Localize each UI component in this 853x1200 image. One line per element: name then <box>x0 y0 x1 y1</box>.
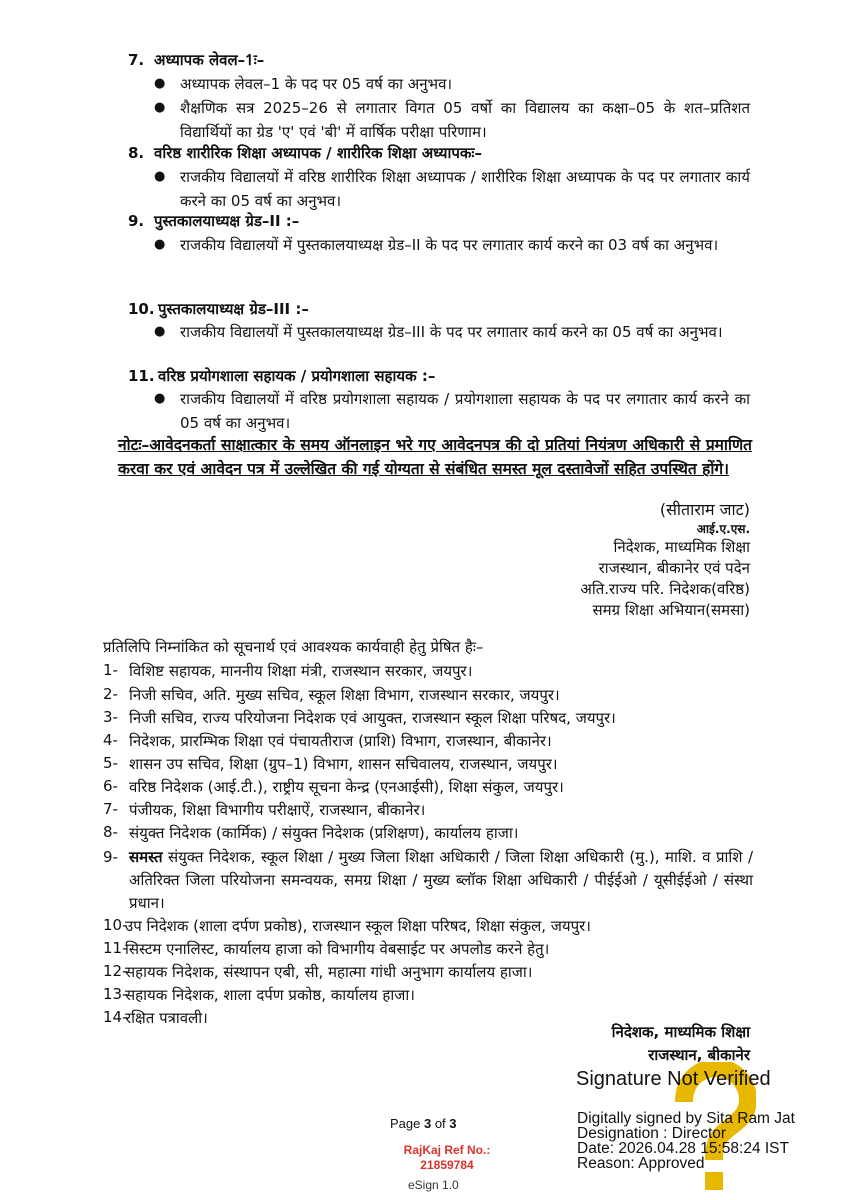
section-number: 7. <box>128 51 145 69</box>
footer-signatory-line: निदेशक, माध्यमिक शिक्षा <box>611 1023 750 1041</box>
section-number: 9. <box>128 212 145 230</box>
signature-status: Signature Not Verified <box>576 1068 771 1090</box>
note-paragraph: नोटः–आवेदनकर्ता साक्षात्कार के समय ऑनलाइन भरे गए आवेदनपत्र की दो प्रतियां नियंत्रण अधिकारी से प्रमाणित करवा कर एवं आवेदन पत्र में उल्लेखित की गई योग्यता से संबंधित समस्त मूल दस्तावेजों सहित उपस्थित होंगे। <box>118 436 752 478</box>
section-10-title <box>128 299 309 319</box>
list-item: 13- सहायक निदेशक, शाला दर्पण प्रकोष्ठ, कार्यालय हाजा। <box>103 985 415 1004</box>
digital-sign-line: Date: 2026.04.28 15:58:24 IST <box>577 1140 789 1157</box>
copy-to-intro: प्रतिलिपि निम्नांकित को सूचनार्थ एवं आवश्यक कार्यवाही हेतु प्रेषित हैः– <box>103 638 484 656</box>
bullet-icon: ● <box>154 100 166 115</box>
esign-version: eSign 1.0 <box>408 1178 459 1192</box>
list-item: 4- निदेशक, प्रारम्भिक शिक्षा एवं पंचायतीराज (प्राशि) विभाग, राजस्थान, बीकानेर। <box>103 731 552 750</box>
section-8-title <box>128 143 482 163</box>
list-item: 5- शासन उप सचिव, शिक्षा (ग्रुप–1) विभाग, शासन सचिवालय, राजस्थान, जयपुर। <box>103 754 558 773</box>
bullet-icon: ● <box>154 76 166 91</box>
emphasis-text: समस्त <box>129 848 163 866</box>
list-item: 2- निजी सचिव, अति. मुख्य सचिव, स्कूल शिक्षा विभाग, राजस्थान सरकार, जयपुर। <box>103 685 560 704</box>
footer-signatory-line: राजस्थान, बीकानेर <box>648 1046 750 1064</box>
digital-sign-line: Digitally signed by Sita Ram Jat <box>577 1110 795 1127</box>
list-item: 8- संयुक्त निदेशक (कार्मिक) / संयुक्त निदेशक (प्रशिक्षण), कार्यालय हाजा। <box>103 823 519 842</box>
section-heading: अध्यापक लेवल–1ः– <box>154 51 265 69</box>
signatory-name: (सीताराम जाट) <box>659 500 750 519</box>
page-number: Page 3 of 3 <box>390 1116 457 1131</box>
list-item: 10- उप निदेशक (शाला दर्पण प्रकोष्ठ), राजस्थान स्कूल शिक्षा परिषद, शिक्षा संकुल, जयपुर। <box>103 916 591 935</box>
list-item: 11- सिस्टम एनालिस्ट, कार्यालय हाजा को विभागीय वेबसाईट पर अपलोड करने हेतु। <box>103 939 550 958</box>
section-9-title <box>128 211 299 231</box>
bullet-item: ● राजकीय विद्यालयों में पुस्तकालयाध्यक्ष ग्रेड–III के पद पर लगातार कार्य करने का 05 वर्ष का अनुभव। <box>180 320 750 344</box>
list-item: 7- पंजीयक, शिक्षा विभागीय परीक्षाऐं, राजस्थान, बीकानेर। <box>103 800 426 819</box>
section-heading: पुस्तकालयाध्यक्ष ग्रेड–II :– <box>154 212 300 230</box>
bullet-item: ● राजकीय विद्यालयों में वरिष्ठ शारीरिक शिक्षा अध्यापक / शारीरिक शिक्षा अध्यापक के पद पर लगातार कार्य करने का 05 वर्ष का अनुभव। <box>180 165 750 213</box>
signatory-line: समग्र शिक्षा अभियान(समसा) <box>592 601 750 619</box>
signatory-line: राजस्थान, बीकानेर एवं पदेन <box>598 559 750 577</box>
list-item: 14- रक्षित पत्रावली। <box>103 1008 208 1027</box>
bullet-icon: ● <box>154 324 166 339</box>
bullet-item: ● राजकीय विद्यालयों में पुस्तकालयाध्यक्ष ग्रेड–II के पद पर लगातार कार्य करने का 03 वर्ष का अनुभव। <box>180 233 750 257</box>
section-heading: पुस्तकालयाध्यक्ष ग्रेड–III :– <box>158 300 309 318</box>
signatory-service: आई.ए.एस. <box>696 522 750 536</box>
section-heading: वरिष्ठ शारीरिक शिक्षा अध्यापक / शारीरिक शिक्षा अध्यापकः– <box>154 144 482 162</box>
section-number: 10. <box>128 300 155 318</box>
section-7-title <box>128 50 264 70</box>
rajkaj-label: RajKaj Ref No.: <box>403 1143 491 1157</box>
bullet-icon: ● <box>154 237 166 252</box>
section-11-title <box>128 366 435 386</box>
bullet-item: ● शैक्षणिक सत्र 2025–26 से लगातार विगत 05 वर्षो का विद्यालय का कक्षा–05 के शत–प्रतिशत विद्यार्थियों का ग्रेड 'ए' एवं 'बी' में वार्षिक परीक्षा परिणाम। <box>180 96 750 144</box>
list-item: 3- निजी सचिव, राज्य परियोजना निदेशक एवं आयुक्त, राजस्थान स्कूल शिक्षा परिषद, जयपुर। <box>103 708 616 727</box>
section-number: 11. <box>128 367 155 385</box>
rajkaj-ref <box>392 1143 502 1173</box>
digital-sign-line: Reason: Approved <box>577 1155 705 1172</box>
list-item: 6- वरिष्ठ निदेशक (आई.टी.), राष्ट्रीय सूचना केन्द्र (एनआईसी), शिक्षा संकुल, जयपुर। <box>103 777 564 796</box>
signatory-line: निदेशक, माध्यमिक शिक्षा <box>613 538 750 556</box>
list-item: 1- विशिष्ट सहायक, माननीय शिक्षा मंत्री, राजस्थान सरकार, जयपुर। <box>103 661 473 680</box>
bullet-item: ● राजकीय विद्यालयों में वरिष्ठ प्रयोगशाला सहायक / प्रयोगशाला सहायक के पद पर लगातार कार्य करने का 05 वर्ष का अनुभव। <box>180 387 750 435</box>
bullet-icon: ● <box>154 391 166 406</box>
section-number: 8. <box>128 144 145 162</box>
section-heading: वरिष्ठ प्रयोगशाला सहायक / प्रयोगशाला सहायक :– <box>158 367 436 385</box>
list-item: 12- सहायक निदेशक, संस्थापन एबी, सी, महात्मा गांधी अनुभाग कार्यालय हाजा। <box>103 962 533 981</box>
bullet-icon: ● <box>154 169 166 184</box>
bullet-item: ● अध्यापक लेवल–1 के पद पर 05 वर्ष का अनुभव। <box>180 72 750 96</box>
rajkaj-number: 21859784 <box>420 1158 474 1172</box>
signatory-line: अति.राज्य परि. निदेशक(वरिष्ठ) <box>580 580 750 598</box>
list-item: 9- समस्त संयुक्त निदेशक, स्कूल शिक्षा / मुख्य जिला शिक्षा अधिकारी / जिला शिक्षा अधिकारी (मु.), माशि. व प्राशि / अतिरिक्त जिला परियोजना समन्वयक, समग्र शिक्षा / मुख्य ब्लॉक शिक्षा अधिकारी / पीईईओ / यूसीईईओ / संस्था प्रधान। <box>103 848 753 912</box>
digital-sign-line: Designation : Director <box>577 1125 727 1142</box>
